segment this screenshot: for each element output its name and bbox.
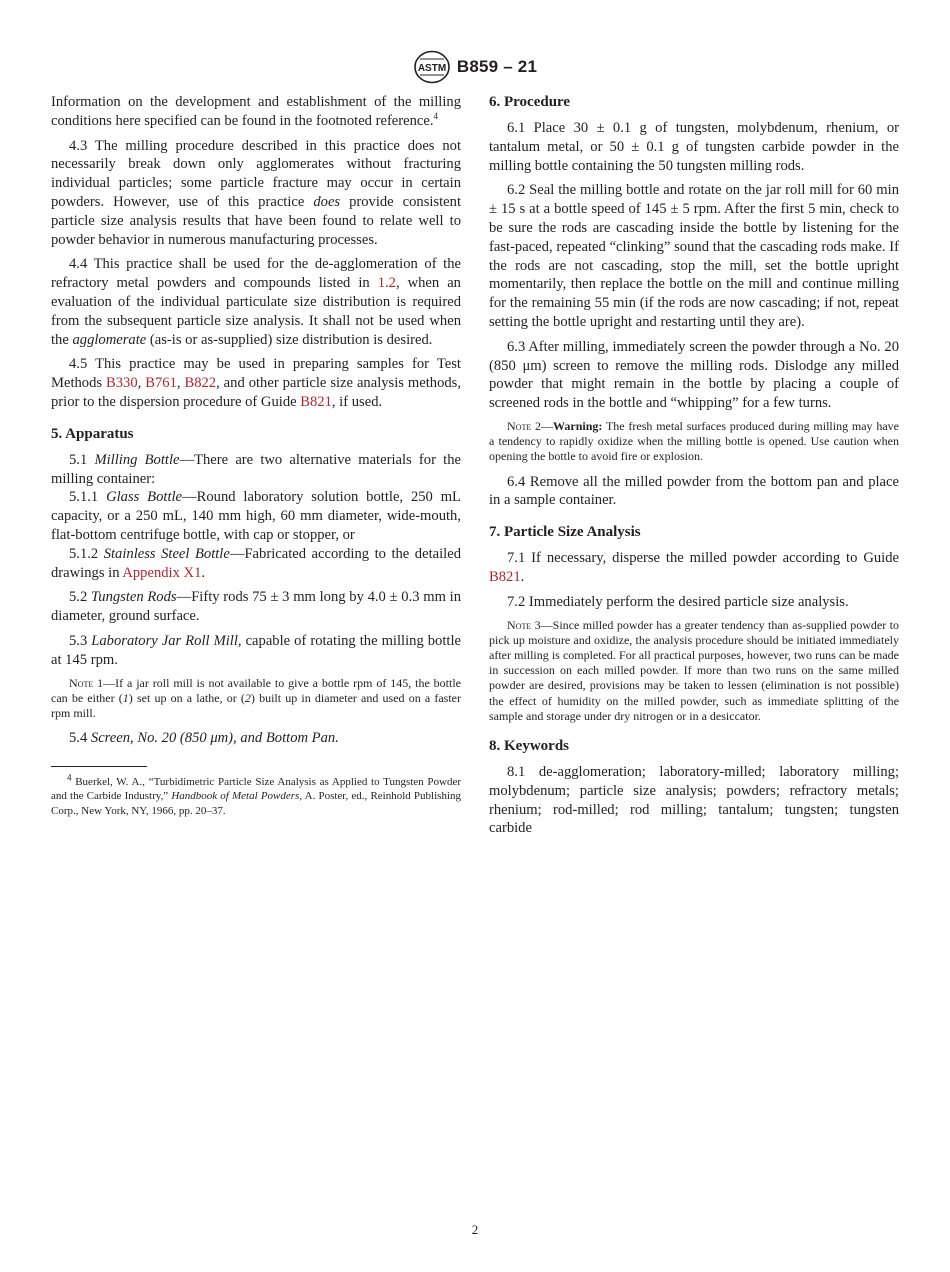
right-column bbox=[489, 93, 899, 844]
note-2-warning: Note 2—Warning: The fresh metal surfaces produced during milling may have a tendency to rapidly oxidize when the milling bottle is opened. Use caution when opening the bottle to avoid fire or explosion. bbox=[489, 418, 899, 464]
section-heading-keywords: 8. Keywords bbox=[489, 737, 569, 754]
left-column bbox=[51, 93, 461, 818]
paragraph-5-1-2: 5.1.2 Stainless Steel Bottle—Fabricated according to the detailed drawings in Appendix X1. bbox=[51, 545, 461, 581]
paragraph-5-1: 5.1 Milling Bottle—There are two alternative materials for the milling container: bbox=[51, 451, 461, 487]
note-1: Note 1—If a jar roll mill is not available to give a bottle rpm of 145, the bottle can be either (1) set up on a lathe, or (2) built up in diameter and used on a faster rpm mill. bbox=[51, 675, 462, 720]
paragraph-8-1-keywords: 8.1 de-agglomeration; laboratory-milled; laboratory milling; molybdenum; particle size analysis; powders; refractory metals; rhenium; rod-milled; rod milling; tantalum; tungsten; tungsten carbide bbox=[489, 763, 899, 837]
link-b821[interactable]: B821 bbox=[300, 393, 332, 410]
note-3: Note 3—Since milled powder has a greater tendency than as-supplied powder to pick up moisture and oxidize, the analysis procedure should be initiated immediately after milling is completed. For all practical purposes, however, two runs can be made in succession on each milled powder. If more than two runs on the same milled powder are desired, provisions may be taken to lessen (elimination is not possible) the effect of humidity on the milled powder, such as immediate splitting of the sample and storage under dry nitrogen or in a desiccator. bbox=[489, 617, 899, 723]
paragraph-6-2: 6.2 Seal the milling bottle and rotate on the jar roll mill for 60 min ± 15 s at a bottle speed of 145 ± 5 rpm. After the first 5 min, check to be sure the rods are cascading inside the bottle by listening for the fast-paced, repeated “clinking” sound that the cascading rods make. If the rods are not cascading, stop the mill, set the bottle upright momentarily, then replace the bottle on the mill and continue milling for the remaining 55 min (if the rods are now cascading; if not, repeat setting the bottle upright and restarting until they are). bbox=[489, 182, 899, 330]
astm-logo-icon bbox=[413, 50, 451, 84]
standard-designation: B859 – 21 bbox=[456, 57, 538, 76]
paragraph-6-1: 6.1 Place 30 ± 0.1 g of tungsten, molybdenum, rhenium, or tantalum metal, or 50 ± 0.1 g of tungsten carbide powder in the milling bottle containing the 50 tungsten milling rods. bbox=[489, 120, 899, 174]
link-b761[interactable]: B761 bbox=[145, 375, 177, 392]
link-appendix-x1[interactable]: Appendix X1 bbox=[122, 564, 202, 581]
section-heading-particle-size-analysis: 7. Particle Size Analysis bbox=[489, 524, 641, 541]
footnote-ref[interactable]: 4 bbox=[433, 110, 439, 121]
link-section-1-2[interactable]: 1.2 bbox=[377, 275, 396, 292]
paragraph-6-4: 6.4 Remove all the milled powder from the bottom pan and place in a sample container. bbox=[489, 473, 899, 509]
page-header bbox=[0, 50, 950, 84]
paragraph-5-3: 5.3 Laboratory Jar Roll Mill, capable of rotating the milling bottle at 145 rpm. bbox=[51, 632, 461, 668]
paragraph-5-2: 5.2 Tungsten Rods—Fifty rods 75 ± 3 mm long by 4.0 ± 0.3 mm in diameter, ground surface. bbox=[51, 589, 462, 625]
paragraph-5-1-1: 5.1.1 Glass Bottle—Round laboratory solution bottle, 250 mL capacity, or a 250 mL, 140 mm high, 60 mm diameter, wide-mouth, flat-bottom centrifuge bottle, with cap or stopper, or bbox=[51, 489, 461, 543]
logo-text: ASTM bbox=[417, 63, 447, 74]
page-number: 2 bbox=[471, 1222, 479, 1237]
link-b821-guide[interactable]: B821 bbox=[489, 568, 521, 585]
section-heading-apparatus: 5. Apparatus bbox=[51, 425, 134, 442]
link-b330[interactable]: B330 bbox=[106, 375, 138, 392]
paragraph-6-3: 6.3 After milling, immediately screen the powder through a No. 20 (850 μm) screen to remove the milling rods. Dislodge any milled powder that might remain in the bottle by placing a couple of screened rods in the bottle and “whipping” for a few turns. bbox=[489, 338, 899, 412]
paragraph-4-2-continued: Information on the development and establishment of the milling conditions here specified can be found in the footnoted reference.$^4$ bbox=[51, 94, 461, 129]
link-b822[interactable]: B822 bbox=[184, 375, 217, 392]
footnote-divider bbox=[51, 766, 147, 767]
paragraph-7-2: 7.2 Immediately perform the desired particle size analysis. bbox=[507, 593, 849, 610]
paragraph-4-5: 4.5 This practice may be used in preparing samples for Test Methods B330, B761, B822, and other particle size analysis methods, prior to the dispersion procedure of Guide B821, if used. bbox=[51, 356, 462, 410]
paragraph-7-1: 7.1 If necessary, disperse the milled powder according to Guide B821. bbox=[489, 550, 899, 585]
section-heading-procedure: 6. Procedure bbox=[489, 94, 571, 110]
paragraph-5-4: 5.4 Screen, No. 20 (850 μm), and Bottom Pan. bbox=[69, 730, 339, 747]
footnote-4: $^4$ Buerkel, W. A., “Turbidimetric Particle Size Analysis as Applied to Tungsten Powder and the Carbide Industry,” Handbook of Metal Powders, A. Poster, ed., Reinhold Publishing Corp., New York, NY, 1966, pp. 20–37. bbox=[51, 772, 461, 817]
paragraph-4-3: 4.3 The milling procedure described in this practice does not necessarily break down only agglomerates without fracturing individual particles; some particle fracture may occur in certain powders. However, use of this practice does provide consistent particle size analysis results that have been found to relate well to powder behavior in numerous manufacturing processes. bbox=[51, 137, 461, 248]
paragraph-4-4: 4.4 This practice shall be used for the de-agglomeration of the refractory metal powders and compounds listed in 1.2, when an evaluation of the individual particulate size distribution is required from the subsequent particle size analysis. It shall not be used when the agglomerate (as-is or as-supplied) size distribution is desired. bbox=[51, 256, 461, 348]
